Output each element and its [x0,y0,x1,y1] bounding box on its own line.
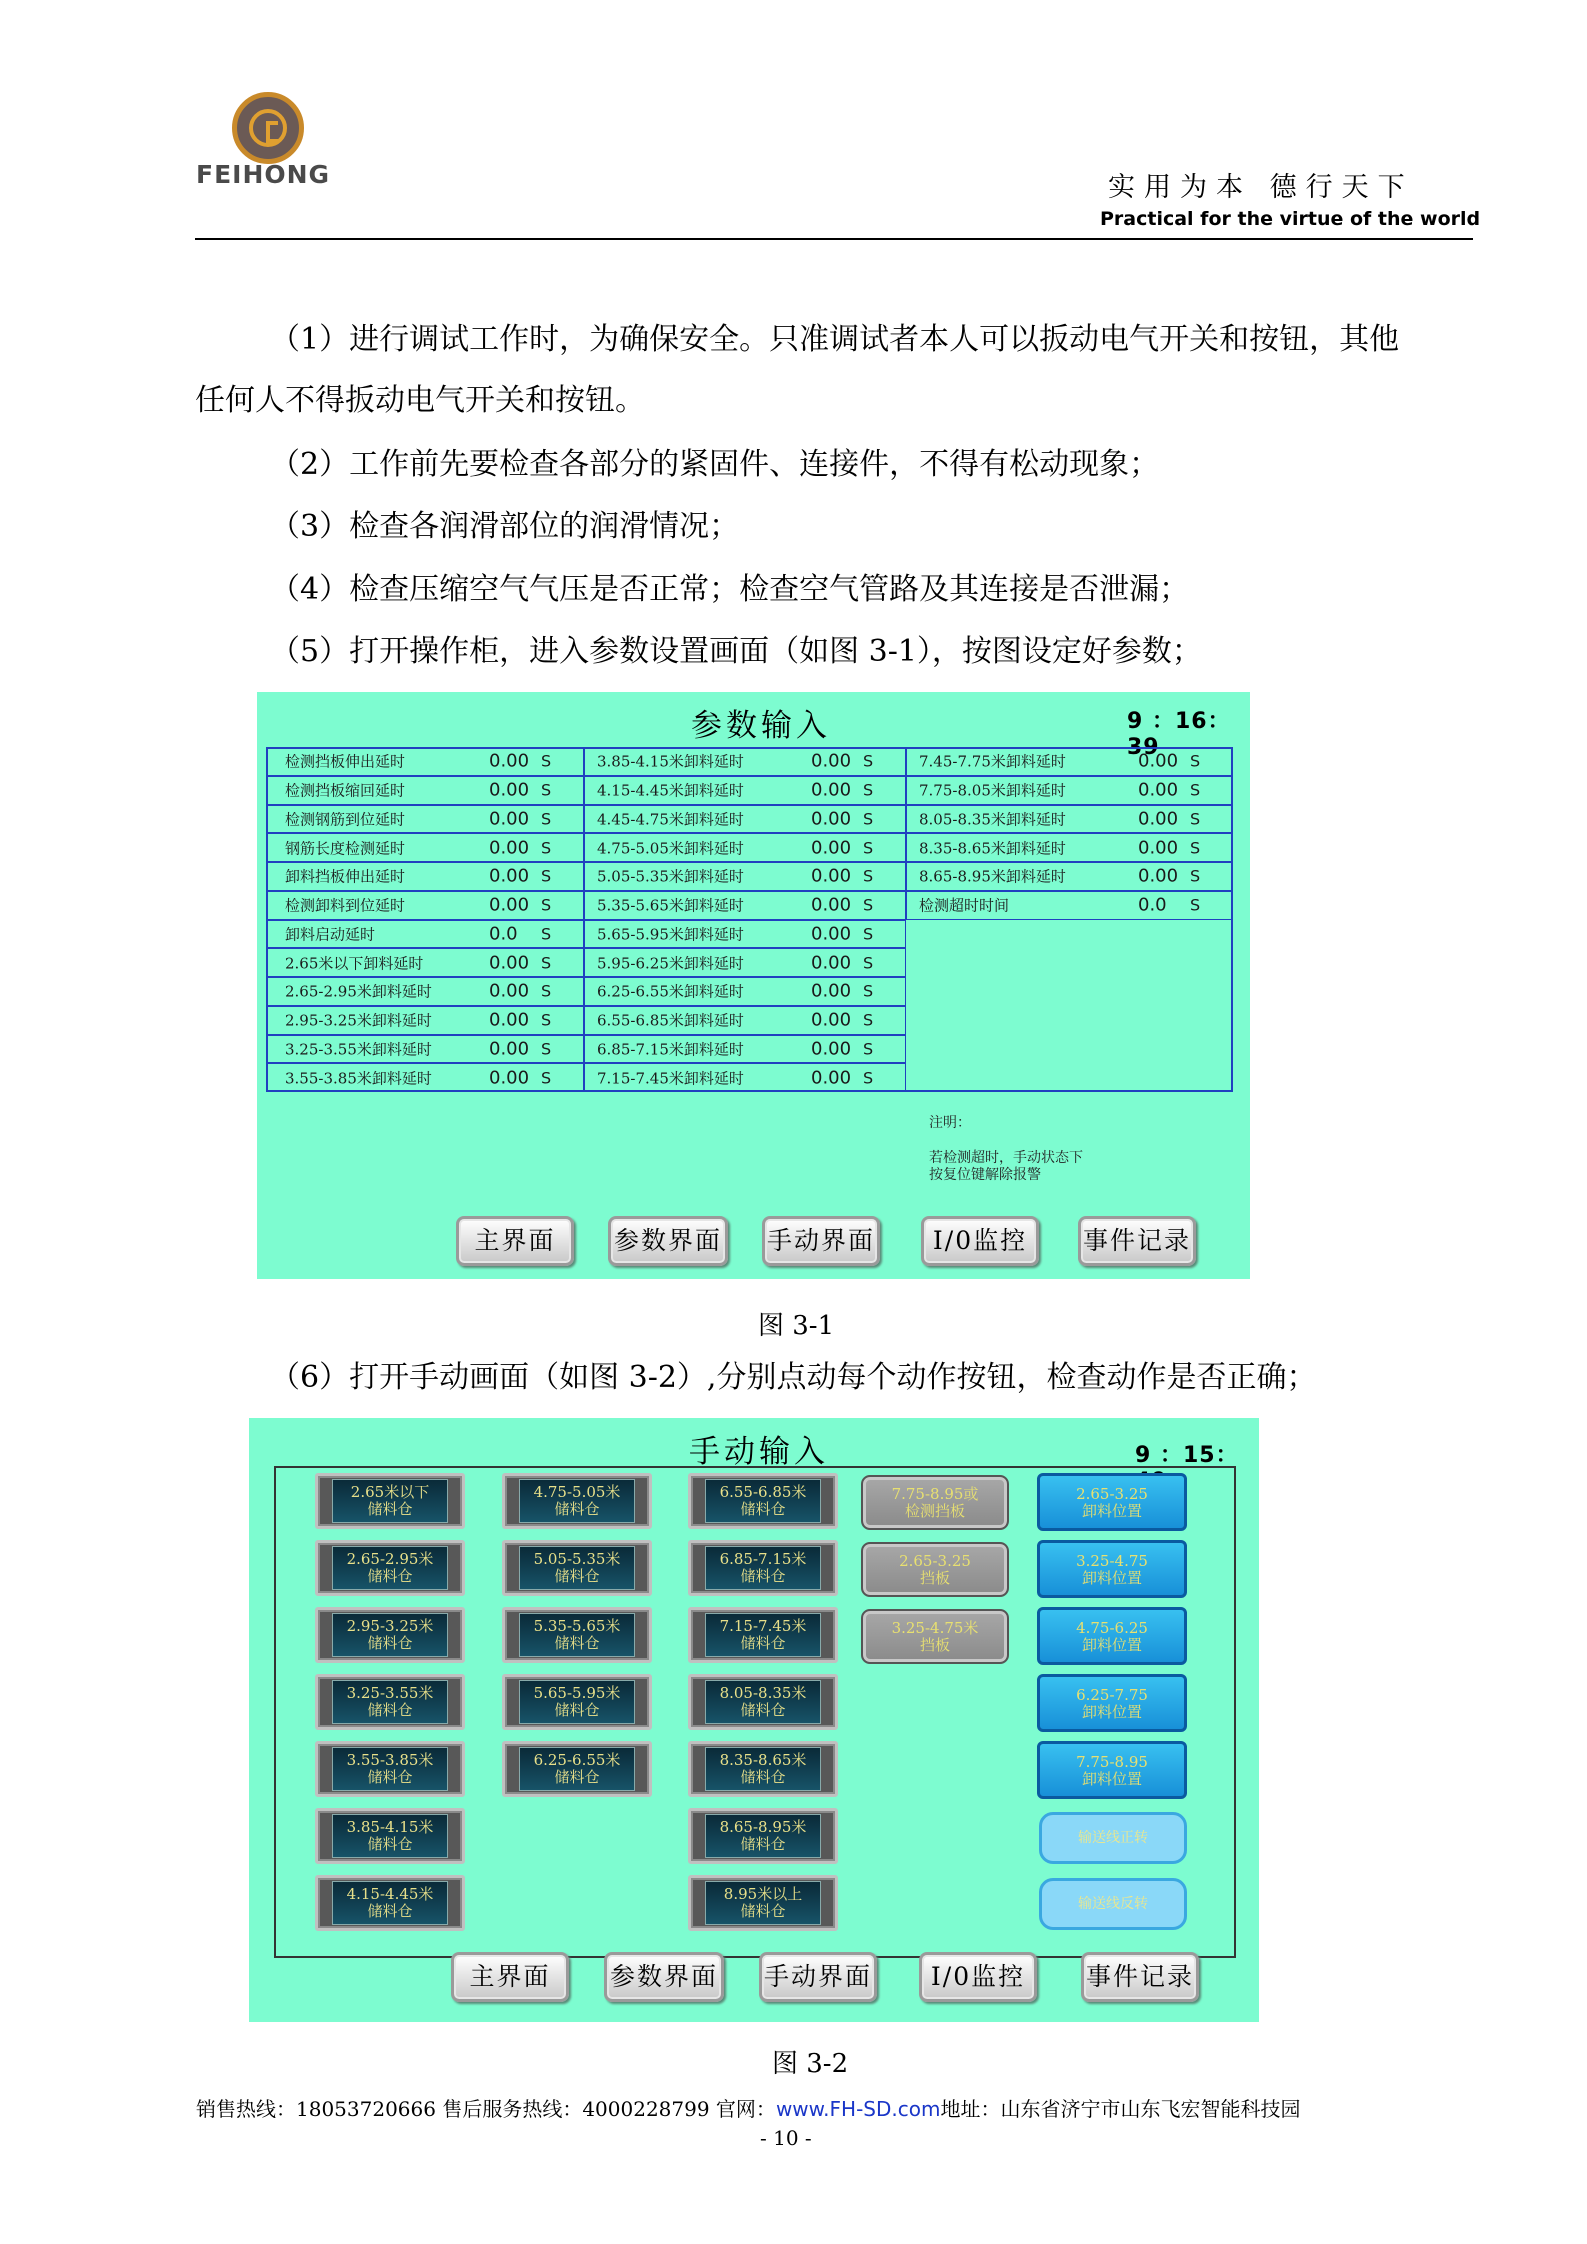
button-label-line-2: 储料仓 [740,1567,786,1585]
button-label-line-2: 储料仓 [740,1500,786,1518]
button-label-line-2: 储料仓 [367,1500,413,1518]
button-label-line-2: 储料仓 [554,1567,600,1585]
param-unit: S [863,809,874,829]
button-label-line-2: 储料仓 [367,1902,413,1920]
param-cell [584,805,906,834]
storage-bin-button[interactable] [502,1473,652,1529]
param-cell [266,920,584,949]
param-label: 检测挡板缩回延时 [285,781,406,800]
param-label: 4.15-4.45米卸料延时 [597,781,744,800]
param-value[interactable]: 0.00 [489,894,530,916]
param-label: 5.05-5.35米卸料延时 [597,867,744,886]
param-value[interactable]: 0.00 [489,952,530,974]
param-value[interactable]: 0.00 [811,1038,852,1060]
param-cell [584,920,906,949]
param-cell [584,1035,906,1064]
storage-bin-button[interactable] [315,1473,465,1529]
button-label-line-1: 8.05-8.35米 [719,1684,807,1702]
conveyor-direction-button[interactable]: 输送线反转 [1039,1878,1187,1930]
param-value[interactable]: 0.00 [1138,779,1179,801]
button-face [705,1814,821,1858]
storage-bin-button[interactable] [688,1741,838,1797]
manual-input-screen [249,1418,1259,2022]
param-cell [584,862,906,891]
button-label-line-1: 2.65-3.25 [1076,1485,1148,1503]
param-label: 8.65-8.95米卸料延时 [919,867,1066,886]
param-cell [906,776,1233,805]
param-label: 8.35-8.65米卸料延时 [919,839,1066,858]
screen-title: 参数输入 [691,708,831,744]
param-cell [266,948,584,977]
param-cell [266,862,584,891]
storage-bin-button[interactable] [688,1808,838,1864]
page-number: - 10 - [760,2126,812,2150]
button-label-line-1: 2.65-3.25 [899,1552,971,1570]
param-value[interactable]: 0.00 [811,980,852,1002]
figure-caption-3-2: 图 3-2 [772,2049,849,2079]
param-cell [266,776,584,805]
button-label-line-2: 储料仓 [554,1768,600,1786]
storage-bin-button[interactable] [315,1540,465,1596]
param-value[interactable]: 0.00 [489,980,530,1002]
param-label: 6.85-7.15米卸料延时 [597,1040,744,1059]
param-label: 8.05-8.35米卸料延时 [919,810,1066,829]
unload-position-button[interactable] [1037,1540,1187,1598]
button-face [705,1479,821,1523]
button-face [705,1613,821,1657]
motto-chinese: 实用为本 德行天下 [1108,172,1414,203]
param-label: 卸料挡板伸出延时 [285,867,406,886]
param-cell [906,862,1233,891]
storage-bin-button[interactable] [502,1741,652,1797]
param-unit: S [541,751,552,771]
button-label-line-2: 卸料位置 [1081,1703,1142,1721]
button-face [332,1613,448,1657]
button-label-line-2: 储料仓 [554,1701,600,1719]
param-label: 检测超时时间 [919,896,1010,915]
button-face [519,1680,635,1724]
para-2: （2）工作前先要检查各部分的紧固件、连接件，不得有松动现象； [270,447,1160,482]
motto-english: Practical for the virtue of the world [1100,208,1481,230]
param-value[interactable]: 0.00 [489,865,530,887]
param-value[interactable]: 0.00 [489,750,530,772]
para-1-line-2: 任何人不得扳动电气开关和按钮。 [195,383,645,418]
param-label: 7.75-8.05米卸料延时 [919,781,1066,800]
note-line-1: 若检测超时，手动状态下 [929,1150,1083,1166]
button-label-line-2: 储料仓 [740,1768,786,1786]
button-label-line-1: 5.35-5.65米 [533,1617,621,1635]
button-label-line-1: 6.85-7.15米 [719,1550,807,1568]
storage-bin-button[interactable] [315,1674,465,1730]
param-unit: S [541,1068,552,1088]
param-value[interactable]: 0.00 [811,837,852,859]
button-label-line-1: 5.05-5.35米 [533,1550,621,1568]
param-unit: S [541,895,552,915]
param-cell [266,1035,584,1064]
nav-button[interactable]: 主界面 [451,1952,569,2002]
param-unit: S [541,866,552,886]
button-label-line-2: 储料仓 [367,1768,413,1786]
param-label: 5.65-5.95米卸料延时 [597,925,744,944]
nav-button[interactable]: 手动界面 [762,1216,880,1266]
param-value[interactable]: 0.00 [489,837,530,859]
button-face [332,1814,448,1858]
param-unit: S [863,895,874,915]
param-cell [266,1063,584,1092]
nav-button[interactable]: 参数界面 [604,1952,724,2002]
para-6: （6）打开手动画面（如图 3-2）,分别点动每个动作按钮，检查动作是否正确； [270,1360,1317,1395]
param-value[interactable]: 0.00 [811,750,852,772]
param-unit: S [541,1039,552,1059]
button-label-line-1: 3.55-3.85米 [346,1751,434,1769]
param-value[interactable]: 0.00 [489,808,530,830]
param-value[interactable]: 0.00 [489,1038,530,1060]
button-face [705,1881,821,1925]
param-label: 2.65米以下卸料延时 [285,954,424,973]
storage-bin-button[interactable] [502,1674,652,1730]
nav-button[interactable]: 参数界面 [608,1216,728,1266]
storage-bin-button[interactable] [315,1607,465,1663]
param-label: 钢筋长度检测延时 [285,839,406,858]
button-label-line-2: 储料仓 [740,1701,786,1719]
brand-name: FEIHONG [196,160,331,189]
button-face [705,1546,821,1590]
param-cell [584,948,906,977]
param-value[interactable]: 0.00 [811,952,852,974]
para-5: （5）打开操作柜，进入参数设置画面（如图 3-1），按图设定好参数； [270,634,1202,669]
param-unit: S [863,751,874,771]
param-label: 检测卸料到位延时 [285,896,406,915]
param-label: 6.55-6.85米卸料延时 [597,1011,744,1030]
param-value[interactable]: 0.00 [811,808,852,830]
param-unit: S [541,780,552,800]
button-label-line-1: 3.85-4.15米 [346,1818,434,1836]
button-label-line-1: 8.35-8.65米 [719,1751,807,1769]
param-value[interactable]: 0.00 [489,1009,530,1031]
param-value[interactable]: 0.00 [811,1009,852,1031]
nav-button[interactable]: 手动界面 [759,1952,877,2002]
param-unit: S [541,1010,552,1030]
storage-bin-button[interactable] [315,1808,465,1864]
button-label-line-1: 3.25-4.75米 [891,1619,979,1637]
param-cell [266,805,584,834]
param-label: 4.75-5.05米卸料延时 [597,839,744,858]
storage-bin-button[interactable] [315,1875,465,1931]
param-label: 2.95-3.25米卸料延时 [285,1011,432,1030]
param-unit: S [1190,866,1201,886]
unload-position-button[interactable] [1037,1607,1187,1665]
param-label: 7.15-7.45米卸料延时 [597,1069,744,1088]
button-label-line-1: 2.65-2.95米 [346,1550,434,1568]
button-label-line-2: 储料仓 [367,1835,413,1853]
param-unit: S [863,1039,874,1059]
button-label-line-1: 8.65-8.95米 [719,1818,807,1836]
param-value[interactable]: 0.00 [811,923,852,945]
button-label-line-1: 3.25-4.75 [1076,1552,1148,1570]
conveyor-direction-button[interactable]: 输送线正转 [1039,1812,1187,1864]
button-label-line-2: 储料仓 [367,1701,413,1719]
screen-title: 手动输入 [689,1434,829,1470]
param-value[interactable]: 0.00 [1138,808,1179,830]
button-label-line-1: 3.25-3.55米 [346,1684,434,1702]
storage-bin-button[interactable] [502,1540,652,1596]
button-face [519,1613,635,1657]
param-value[interactable]: 0.00 [811,779,852,801]
note-title: 注明： [929,1115,971,1131]
param-value[interactable]: 0.0 [489,923,518,945]
button-label-line-2: 检测挡板 [904,1502,965,1520]
button-face [332,1747,448,1791]
param-unit: S [863,924,874,944]
param-cell [906,805,1233,834]
storage-bin-button[interactable] [502,1607,652,1663]
param-label: 3.25-3.55米卸料延时 [285,1040,432,1059]
param-cell [584,833,906,862]
param-cell [584,977,906,1006]
param-unit: S [541,924,552,944]
button-face [519,1546,635,1590]
param-cell [266,747,584,776]
button-label-line-2: 储料仓 [367,1634,413,1652]
button-label-line-1: 6.25-6.55米 [533,1751,621,1769]
parameter-input-screen [257,692,1250,1279]
param-value[interactable]: 0.00 [811,894,852,916]
footer-hotlines: 销售热线：18053720666 售后服务热线：4000228799 官网： [196,2097,776,2121]
param-unit: S [541,838,552,858]
param-unit: S [541,809,552,829]
baffle-button[interactable] [861,1542,1009,1597]
nav-button[interactable]: I/0监控 [919,1952,1037,2002]
param-cell [266,1006,584,1035]
button-label-line-2: 挡板 [919,1636,950,1654]
param-label: 2.65-2.95米卸料延时 [285,982,432,1001]
figure-caption-3-1: 图 3-1 [758,1311,835,1341]
param-label: 3.55-3.85米卸料延时 [285,1069,432,1088]
storage-bin-button[interactable] [688,1875,838,1931]
button-label-line-2: 卸料位置 [1081,1502,1142,1520]
baffle-button[interactable] [861,1609,1009,1664]
param-cell [584,891,906,920]
param-label: 5.95-6.25米卸料延时 [597,954,744,973]
param-unit: S [1190,895,1201,915]
param-cell [584,1006,906,1035]
param-cell [906,747,1233,776]
button-label-line-1: 6.55-6.85米 [719,1483,807,1501]
param-unit: S [541,981,552,1001]
param-unit: S [1190,751,1201,771]
clock-readout: 9 ：16：39 [1127,709,1231,760]
button-label-line-2: 储料仓 [367,1567,413,1585]
footer-address: 地址：山东省济宁市山东飞宏智能科技园 [940,2097,1301,2121]
button-label-line-1: 4.75-5.05米 [533,1483,621,1501]
button-label-line-1: 5.65-5.95米 [533,1684,621,1702]
unload-position-button[interactable] [1037,1741,1187,1799]
param-unit: S [863,953,874,973]
button-face [705,1680,821,1724]
para-4: （4）检查压缩空气气压是否正常；检查空气管路及其连接是否泄漏； [270,572,1190,607]
unload-position-button[interactable] [1037,1674,1187,1732]
footer-contact [196,2093,1300,2122]
button-label-line-1: 7.15-7.45米 [719,1617,807,1635]
button-face [332,1479,448,1523]
param-cell [584,776,906,805]
storage-bin-button[interactable] [688,1607,838,1663]
param-cell [266,891,584,920]
storage-bin-button[interactable] [688,1473,838,1529]
param-cell [266,977,584,1006]
button-face [332,1881,448,1925]
para-1-line-1: （1）进行调试工作时，为确保安全。只准调试者本人可以扳动电气开关和按钮，其他 [270,322,1400,357]
storage-bin-button[interactable] [688,1540,838,1596]
param-label: 检测挡板伸出延时 [285,752,406,771]
param-unit: S [863,838,874,858]
param-value[interactable]: 0.0 [1138,894,1167,916]
website-link[interactable]: www.FH-SD.com [775,2097,941,2121]
unload-position-button[interactable] [1037,1473,1187,1531]
button-label-line-2: 卸料位置 [1081,1636,1142,1654]
button-face [519,1479,635,1523]
header-divider [195,238,1473,240]
baffle-button[interactable] [861,1475,1009,1530]
param-value[interactable]: 0.00 [1138,865,1179,887]
button-label-line-2: 储料仓 [740,1634,786,1652]
nav-button[interactable]: 事件记录 [1078,1216,1196,1266]
param-cell [906,891,1233,920]
button-label-line-2: 储料仓 [740,1902,786,1920]
company-logo [232,92,304,164]
param-cell [266,833,584,862]
param-unit: S [1190,838,1201,858]
param-label: 5.35-5.65米卸料延时 [597,896,744,915]
param-unit: S [863,1010,874,1030]
button-label-line-1: 6.25-7.75 [1076,1686,1148,1704]
button-label-line-2: 卸料位置 [1081,1770,1142,1788]
param-label: 卸料启动延时 [285,925,376,944]
param-cell [906,833,1233,862]
button-label-line-2: 储料仓 [554,1500,600,1518]
button-label-line-1: 4.15-4.45米 [346,1885,434,1903]
param-label: 4.45-4.75米卸料延时 [597,810,744,829]
param-value[interactable]: 0.00 [489,779,530,801]
para-3: （3）检查各润滑部位的润滑情况； [270,509,740,544]
button-label-line-2: 卸料位置 [1081,1569,1142,1587]
param-unit: S [1190,780,1201,800]
param-value[interactable]: 0.00 [811,865,852,887]
button-label-line-1: 2.95-3.25米 [346,1617,434,1635]
button-label-line-1: 7.75-8.95 [1076,1753,1148,1771]
param-unit: S [863,981,874,1001]
button-face [519,1747,635,1791]
button-face [705,1747,821,1791]
button-label-line-1: 8.95米以上 [723,1885,803,1903]
param-value[interactable]: 0.00 [489,1067,530,1089]
clock-readout: 9 ：15： [1135,1443,1239,1468]
button-label-line-2: 储料仓 [554,1634,600,1652]
param-value[interactable]: 0.00 [1138,750,1179,772]
param-unit: S [863,1068,874,1088]
nav-button[interactable]: I/0监控 [921,1216,1039,1266]
param-value[interactable]: 0.00 [811,1067,852,1089]
param-cell [584,1063,906,1092]
param-cell [584,747,906,776]
param-label: 7.45-7.75米卸料延时 [919,752,1066,771]
param-label: 3.85-4.15米卸料延时 [597,752,744,771]
param-unit: S [541,953,552,973]
button-label-line-2: 储料仓 [740,1835,786,1853]
param-label: 检测钢筋到位延时 [285,810,406,829]
nav-button[interactable]: 主界面 [456,1216,574,1266]
button-label-line-1: 4.75-6.25 [1076,1619,1148,1637]
param-value[interactable]: 0.00 [1138,837,1179,859]
note-line-2: 按复位键解除报警 [929,1167,1041,1183]
button-label-line-1: 2.65米以下 [350,1483,430,1501]
button-face [332,1546,448,1590]
nav-button[interactable]: 事件记录 [1081,1952,1199,2002]
param-unit: S [863,866,874,886]
param-unit: S [863,780,874,800]
button-label-line-1: 7.75-8.95或 [891,1485,979,1503]
button-face [332,1680,448,1724]
param-label: 6.25-6.55米卸料延时 [597,982,744,1001]
param-unit: S [1190,809,1201,829]
button-label-line-2: 挡板 [919,1569,950,1587]
storage-bin-button[interactable] [688,1674,838,1730]
storage-bin-button[interactable] [315,1741,465,1797]
